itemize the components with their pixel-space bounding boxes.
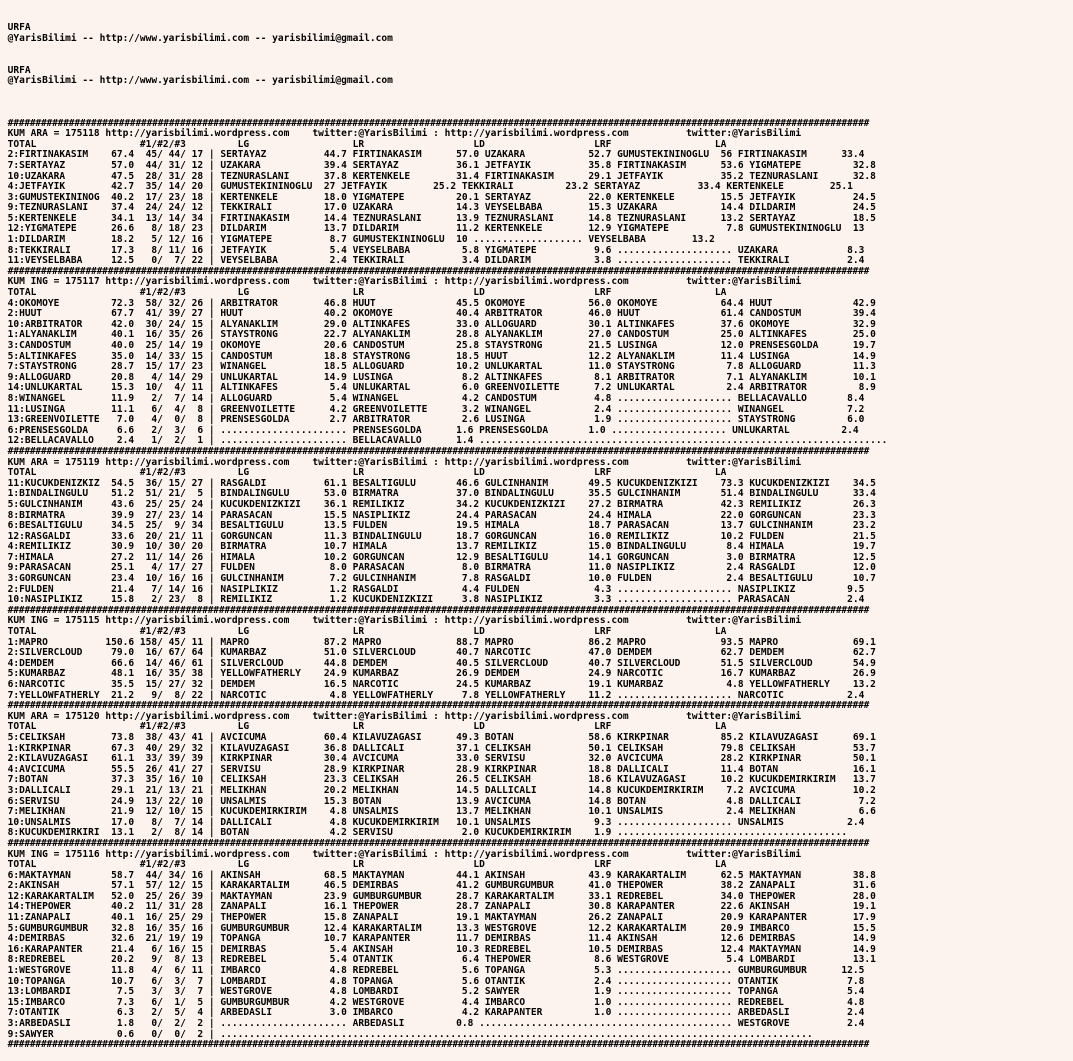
race-header: KUM ARA = 175119 http://yarisbilimi.wordpress.com twitter:@YarisBilimi : http://yarisbilimi.wordpress.com twitter:@YarisBilimi xyxy=(7,456,802,468)
city-title: URFA xyxy=(7,64,31,76)
spacer xyxy=(8,44,1017,55)
spacer xyxy=(8,55,1017,66)
table-row: 5:KERTENKELE 34.1 13/ 14/ 34 | FIRTINAKASIM 14.4 TEZNURASLANI 13.9 TEZNURASLANI 14.8 TEZNURASLANI 13.2 SERTAYAZ 18.5 xyxy=(7,212,876,224)
table-row: 1:BINDALINGULU 51.2 51/ 21/ 5 | BINDALINGULU 53.0 BIRMATRA 37.0 BINDALINGULU 35.5 GULCINHANIM 51.4 BINDALINGULU 33.4 xyxy=(7,488,876,500)
table-row: 7:OTANTIK 6.3 2/ 5/ 4 | ARBEDASLI 3.0 IMBARCO 4.2 KARAPANTER 1.0 .................... ARBEDASLI 2.4 xyxy=(7,1007,865,1019)
table-row: 5:GUMBURGUMBUR 32.8 16/ 35/ 16 | GUMBURGUMBUR 12.4 KARAKARTALIM 13.3 WESTGROVE 12.2 KARAKARTALIM 20.9 IMBARCO 15.5 xyxy=(7,922,876,934)
race-section xyxy=(8,447,1017,606)
table-row: 1:MAPRO 150.6 158/ 45/ 11 | MAPRO 87.2 MAPRO 88.7 MAPRO 86.2 MAPRO 93.5 MAPRO 69.1 xyxy=(7,636,876,648)
table-row: 2:KILAVUZAGASI 61.1 33/ 39/ 39 | KIRKPINAR 30.4 AVCICUMA 33.0 SERVISU 32.0 AVCICUMA 28.2 KIRKPINAR 50.1 xyxy=(7,753,876,765)
table-row: 8:KUCUKDEMIRKIRI 13.1 2/ 8/ 14 | BOTAN 4.2 SERVISU 2.0 KUCUKDEMIRKIRIM 1.9 ........................................ xyxy=(7,827,848,839)
table-row: 2:HUUT 67.7 41/ 39/ 27 | HUUT 40.2 OKOMOYE 40.4 ARBITRATOR 46.0 HUUT 61.4 CANDOSTUM 39.4 xyxy=(7,308,876,320)
separator-line: ########################################################################################################################################################### xyxy=(7,837,870,849)
table-row: 6:MAKTAYMAN 58.7 44/ 34/ 16 | AKINSAH 68.5 MAKTAYMAN 44.1 AKINSAH 43.9 KARAKARTALIM 62.5 MAKTAYMAN 38.8 xyxy=(7,869,876,881)
race-section xyxy=(8,606,1017,701)
table-row: 9:TEZNURASLANI 37.4 24/ 24/ 12 | TEKKIRALI 17.0 UZAKARA 14.3 VEYSELBABA 15.3 UZAKARA 14.4 DILDARIM 24.5 xyxy=(7,202,876,214)
table-row: 12:BELLACAVALLO 2.4 1/ 2/ 1 | ...................... BELLACAVALLO 1.4 ....................................................................... xyxy=(7,435,888,447)
table-row: 12:YIGMATEPE 26.6 8/ 18/ 23 | DILDARIM 13.7 DILDARIM 11.2 KERTENKELE 12.9 YIGMATEPE 7.8 GUMUSTEKININOGLU 13 xyxy=(7,223,865,235)
table-row: 14:THEPOWER 40.2 11/ 31/ 28 | ZANAPALI 16.1 THEPOWER 28.7 ZANAPALI 30.8 KARAPANTER 22.6 AKINSAH 19.1 xyxy=(7,901,876,913)
table-row: 8:BIRMATRA 39.9 27/ 23/ 14 | PARASACAN 15.5 NASIPLIKIZ 24.4 PARASACAN 24.4 HIMALA 22.0 GORGUNCAN 23.3 xyxy=(7,509,876,521)
table-row: 4:OKOMOYE 72.3 58/ 32/ 26 | ARBITRATOR 46.8 HUUT 45.5 OKOMOYE 56.0 OKOMOYE 64.4 HUUT 42.9 xyxy=(7,297,876,309)
table-row: 1:WESTGROVE 11.8 4/ 6/ 11 | IMBARCO 4.8 REDREBEL 5.6 TOPANGA 5.3 .................... GUMBURGUMBUR 12.5 xyxy=(7,965,865,977)
separator-line: ########################################################################################################################################################### xyxy=(7,604,870,616)
table-row: 11:KUCUKDENIZKIZ 54.5 36/ 15/ 27 | RASGALDI 61.1 BESALTIGULU 46.6 GULCINHANIM 49.5 KUCUKDENIZKIZI 73.3 KUCUKDENIZKIZI 34.5 xyxy=(7,477,876,489)
column-headers: TOTAL #1/#2/#3 LG LR LD LRF LA xyxy=(7,721,727,733)
race-header: KUM ING = 175117 http://yarisbilimi.wordpress.com twitter:@YarisBilimi : http://yarisbilimi.wordpress.com twitter:@YarisBilimi xyxy=(7,276,802,288)
table-row: 7:HIMALA 27.2 11/ 14/ 26 | HIMALA 10.2 GORGUNCAN 12.9 BESALTIGULU 14.1 GORGUNCAN 3.0 BIRMATRA 12.5 xyxy=(7,551,876,563)
table-row: 3:DALLICALI 29.1 21/ 13/ 21 | MELIKHAN 20.2 MELIKHAN 14.5 DALLICALI 14.8 KUCUKDEMIRKIRIM 7.2 AVCICUMA 10.2 xyxy=(7,784,876,796)
table-row: 2:SILVERCLOUD 79.0 16/ 67/ 64 | KUMARBAZ 51.0 SILVERCLOUD 40.7 NARCOTIC 47.0 DEMDEM 62.7 DEMDEM 62.7 xyxy=(7,647,876,659)
table-row: 4:JETFAYIK 42.7 35/ 14/ 20 | GUMUSTEKININOGLU 27 JETFAYIK 25.2 TEKKIRALI 23.2 SERTAYAZ 33.4 KERTENKELE 25.1 xyxy=(7,181,853,193)
separator-line: ########################################################################################################################################################### xyxy=(7,1039,870,1051)
table-row: 4:REMILIKIZ 30.9 10/ 30/ 20 | BIRMATRA 10.7 HIMALA 13.7 REMILIKIZ 15.0 BINDALINGULU 8.4 HIMALA 19.7 xyxy=(7,541,876,553)
table-row: 6:NARCOTIC 35.5 15/ 27/ 32 | DEMDEM 16.5 NARCOTIC 24.5 KUMARBAZ 19.1 KUMARBAZ 4.8 YELLOWFATHERLY 13.2 xyxy=(7,679,876,690)
table-row: 3:GORGUNCAN 23.4 10/ 16/ 16 | GULCINHANIM 7.2 GULCINHANIM 7.8 RASGALDI 10.0 FULDEN 2.4 BESALTIGULU 10.7 xyxy=(7,573,876,585)
race-header: KUM ARA = 175120 http://yarisbilimi.wordpress.com twitter:@YarisBilimi : http://yarisbilimi.wordpress.com twitter:@YarisBilimi xyxy=(7,710,802,722)
table-row: 10:UNSALMIS 17.0 8/ 7/ 14 | DALLICALI 4.8 KUCUKDEMIRKIRIM 10.1 UNSALMIS 9.3 .................... UNSALMIS 2.4 xyxy=(7,816,865,828)
table-row: 16:KARAPANTER 21.4 6/ 16/ 15 | DEMIRBAS 5.4 AKINSAH 10.3 REDREBEL 10.5 DEMIRBAS 12.4 MAKTAYMAN 14.9 xyxy=(7,943,876,955)
table-row: 10:ARBITRATOR 42.0 30/ 24/ 15 | ALYANAKLIM 29.0 ALTINKAFES 33.0 ALLOGUARD 30.1 ALTINKAFES 37.6 OKOMOYE 32.9 xyxy=(7,318,876,330)
table-row: 7:YELLOWFATHERLY 21.2 9/ 8/ 22 | NARCOTIC 4.8 YELLOWFATHERLY 7.8 YELLOWFATHERLY 11.2 .................... NARCOTIC 2.4 xyxy=(7,689,865,701)
table-row: 6:SERVISU 24.9 13/ 22/ 10 | UNSALMIS 15.3 BOTAN 13.9 AVCICUMA 14.8 BOTAN 4.8 DALLICALI 7.2 xyxy=(7,795,876,807)
table-row: 11:LUSINGA 11.1 6/ 4/ 8 | GREENVOILETTE 4.2 GREENVOILETTE 3.2 WINANGEL 2.4 .................... WINANGEL 7.2 xyxy=(7,403,865,415)
race-section xyxy=(8,267,1017,447)
table-row: 10:UZAKARA 47.5 28/ 31/ 28 | TEZNURASLANI 37.8 KERTENKELE 31.4 FIRTINAKASIM 29.1 JETFAYIK 35.2 TEZNURASLANI 32.8 xyxy=(7,170,876,182)
table-row: 15:IMBARCO 7.3 6/ 1/ 5 | GUMBURGUMBUR 4.2 WESTGROVE 4.4 IMBARCO 1.0 .................... REDREBEL 4.8 xyxy=(7,996,865,1008)
table-row: 7:MELIKHAN 21.9 12/ 10/ 15 | KUCUKDEMIRKIRIM 4.8 UNSALMIS 13.7 MELIKHAN 10.1 UNSALMIS 2.4 MELIKHAN 6.6 xyxy=(7,806,876,818)
table-row: 9:SAWYER 0.6 0/ 0/ 2 | ....................................................................................................... xyxy=(7,1028,813,1040)
table-row: 5:ALTINKAFES 35.0 14/ 33/ 15 | CANDOSTUM 18.8 STAYSTRONG 18.5 HUUT 12.2 ALYANAKLIM 11.4 LUSINGA 14.9 xyxy=(7,350,876,362)
table-row: 5:KUMARBAZ 48.1 16/ 35/ 38 | YELLOWFATHERLY 24.9 KUMARBAZ 26.9 DEMDEM 24.9 NARCOTIC 16.7 KUMARBAZ 26.9 xyxy=(7,668,876,680)
race-header: KUM ING = 175116 http://yarisbilimi.wordpress.com twitter:@YarisBilimi : http://yarisbilimi.wordpress.com twitter:@YarisBilimi xyxy=(7,848,802,860)
column-headers: TOTAL #1/#2/#3 LG LR LD LRF LA xyxy=(7,467,727,479)
separator-line: ########################################################################################################################################################### xyxy=(7,700,870,712)
table-row: 9:ALLOGUARD 20.8 4/ 14/ 29 | UNLUKARTAL 14.9 LUSINGA 8.2 ALTINKAFES 8.1 ARBITRATOR 7.1 ALYANAKLIM 10.1 xyxy=(7,371,876,383)
table-row: 12:RASGALDI 33.6 20/ 21/ 11 | GORGUNCAN 11.3 BINDALINGULU 18.7 GORGUNCAN 16.0 REMILIKIZ 10.2 FULDEN 21.5 xyxy=(7,530,876,542)
table-row: 3:GUMUSTEKININOG 40.2 17/ 23/ 18 | KERTENKELE 18.0 YIGMATEPE 20.1 SERTAYAZ 22.0 KERTENKELE 15.5 JETFAYIK 24.5 xyxy=(7,191,876,203)
credit-line: @YarisBilimi -- http://www.yarisbilimi.com -- yarisbilimi@gmail.com xyxy=(7,75,393,87)
table-row: 4:DEMIRBAS 32.6 21/ 19/ 19 | TOPANGA 10.7 KARAPANTER 11.7 DEMIRBAS 11.4 AKINSAH 12.6 DEMIRBAS 14.9 xyxy=(7,933,876,945)
table-row: 3:CANDOSTUM 40.0 25/ 14/ 19 | OKOMOYE 20.6 CANDOSTUM 25.8 STAYSTRONG 21.5 LUSINGA 12.0 PRENSESGOLDA 19.7 xyxy=(7,340,876,351)
table-row: 7:STAYSTRONG 28.7 15/ 17/ 23 | WINANGEL 18.5 ALLOGUARD 10.2 UNLUKARTAL 11.0 STAYSTRONG 7.8 ALLOGUARD 11.3 xyxy=(7,361,876,373)
table-row: 5:CELIKSAH 73.8 38/ 43/ 41 | AVCICUMA 60.4 KILAVUZAGASI 49.3 BOTAN 58.6 KIRKPINAR 85.2 KILAVUZAGASI 69.1 xyxy=(7,731,876,743)
table-row: 10:TOPANGA 10.7 6/ 3/ 7 | LOMBARDI 4.8 TOPANGA 5.6 OTANTIK 2.4 .................... OTANTIK 7.8 xyxy=(7,975,865,987)
table-row: 13:LOMBARDI 7.5 3/ 3/ 7 | WESTGROVE 4.8 LOMBARDI 5.2 SAWYER 1.9 .................... TOPANGA 5.4 xyxy=(7,986,865,998)
table-row: 2:FULDEN 21.4 7/ 14/ 16 | NASIPLIKIZ 1.2 RASGALDI 4.4 FULDEN 4.3 .................... NASIPLIKIZ 9.5 xyxy=(7,583,865,595)
race-section xyxy=(8,119,1017,267)
race-header: KUM ING = 175115 http://yarisbilimi.wordpress.com twitter:@YarisBilimi : http://yarisbilimi.wordpress.com twitter:@YarisBilimi xyxy=(7,615,802,627)
column-headers: TOTAL #1/#2/#3 LG LR LD LRF LA xyxy=(7,287,727,299)
table-row: 2:FIRTINAKASIM 67.4 45/ 44/ 17 | SERTAYAZ 44.7 FIRTINAKASIM 57.0 UZAKARA 52.7 GUMUSTEKININOGLU 56 FIRTINAKASIM 33.4 xyxy=(7,149,865,161)
table-row: 6:PRENSESGOLDA 6.6 2/ 3/ 6 | ...................... PRENSESGOLDA 1.6 PRENSESGOLDA 1.0 .................... UNLUKARTAL 2.4 xyxy=(7,424,859,436)
table-row: 5:GULCINHANIM 43.6 25/ 25/ 24 | KUCUKDENIZKIZI 36.1 REMILIKIZ 34.2 KUCUKDENIZKIZI 27.2 BIRMATRA 42.3 REMILIKIZ 26.3 xyxy=(7,498,876,510)
table-row: 8:WINANGEL 11.9 2/ 7/ 14 | ALLOGUARD 5.4 WINANGEL 4.2 CANDOSTUM 4.8 .................... BELLACAVALLO 8.4 xyxy=(7,392,865,404)
table-row: 4:DEMDEM 66.6 14/ 46/ 61 | SILVERCLOUD 44.8 DEMDEM 40.5 SILVERCLOUD 40.7 SILVERCLOUD 51.5 SILVERCLOUD 54.9 xyxy=(7,657,876,669)
table-row: 4:AVCICUMA 55.5 26/ 41/ 27 | SERVISU 28.9 KIRKPINAR 28.9 KIRKPINAR 18.8 DALLICALI 11.4 BOTAN 16.1 xyxy=(7,763,876,775)
credit-line: @YarisBilimi -- http://www.yarisbilimi.com -- yarisbilimi@gmail.com xyxy=(7,32,393,44)
table-row: 8:TEKKIRALI 17.3 8/ 11/ 16 | JETFAYIK 5.4 VEYSELBABA 5.8 YIGMATEPE 9.6 .................... UZAKARA 8.3 xyxy=(7,244,865,256)
table-row: 13:GREENVOILETTE 7.0 4/ 0/ 8 | PRENSESGOLDA 2.7 ARBITRATOR 2.6 LUSINGA 1.9 .................... STAYSTRONG 6.0 xyxy=(7,414,865,426)
separator-line: ########################################################################################################################################################### xyxy=(7,265,870,277)
table-row: 14:UNLUKARTAL 15.3 10/ 4/ 11 | ALTINKAFES 5.4 UNLUKARTAL 6.0 GREENVOILETTE 7.2 UNLUKARTAL 2.4 ARBITRATOR 8.9 xyxy=(7,382,876,394)
table-row: 12:KARAKARTALIM 52.0 25/ 26/ 39 | MAKTAYMAN 23.9 GUMBURGUMBUR 28.7 KARAKARTALIM 33.1 REDREBEL 34.0 THEPOWER 28.0 xyxy=(7,890,876,902)
race-section xyxy=(8,701,1017,839)
column-headers: TOTAL #1/#2/#3 LG LR LD LRF LA xyxy=(7,859,727,871)
separator-line: ########################################################################################################################################################### xyxy=(7,117,870,129)
table-row: 7:SERTAYAZ 57.0 44/ 31/ 12 | UZAKARA 39.4 SERTAYAZ 36.1 JETFAYIK 35.8 FIRTINAKASIM 53.6 YIGMATEPE 32.8 xyxy=(7,159,876,171)
table-row: 7:BOTAN 37.3 35/ 16/ 10 | CELIKSAH 23.3 CELIKSAH 26.5 CELIKSAH 18.6 KILAVUZAGASI 10.2 KUCUKDEMIRKIRIM 13.7 xyxy=(7,774,876,786)
table-row: 11:ZANAPALI 40.1 16/ 25/ 29 | THEPOWER 15.8 ZANAPALI 19.1 MAKTAYMAN 26.2 ZANAPALI 20.9 KARAPANTER 17.9 xyxy=(7,912,876,924)
races-container xyxy=(8,119,1017,1051)
column-headers: TOTAL #1/#2/#3 LG LR LD LRF LA xyxy=(7,138,727,150)
table-row: 1:DILDARIM 18.2 5/ 12/ 16 | YIGMATEPE 8.7 GUMUSTEKININOGLU 10 ................... VEYSELBABA 13.2 xyxy=(7,234,715,246)
table-row: 8:REDREBEL 20.2 9/ 8/ 13 | REDREBEL 5.4 OTANTIK 6.4 THEPOWER 8.6 WESTGROVE 5.4 LOMBARDI 13.1 xyxy=(7,954,876,966)
table-row: 1:ALYANAKLIM 40.1 16/ 35/ 26 | STAYSTRONG 22.7 ALYANAKLIM 28.8 ALYANAKLIM 27.0 CANDOSTUM 25.0 ALTINKAFES 25.0 xyxy=(7,329,876,341)
separator-line: ########################################################################################################################################################### xyxy=(7,445,870,457)
table-row: 11:VEYSELBABA 12.5 0/ 7/ 22 | VEYSELBABA 2.4 TEKKIRALI 3.4 DILDARIM 3.8 .................... TEKKIRALI 2.4 xyxy=(7,255,865,267)
table-row: 10:NASIPLIKIZ 15.8 2/ 23/ 8 | REMILIKIZ 1.2 KUCUKDENIZKIZI 3.8 NASIPLIKIZ 3.3 .................... PARASACAN 2.4 xyxy=(7,594,865,606)
column-headers: TOTAL #1/#2/#3 LG LR LD LRF LA xyxy=(7,626,727,638)
table-row: 2:AKINSAH 57.1 57/ 12/ 15 | KARAKARTALIM 46.5 DEMIRBAS 41.2 GUMBURGUMBUR 41.0 THEPOWER 38.2 ZANAPALI 31.6 xyxy=(7,880,876,892)
page-header xyxy=(8,23,1017,97)
race-section xyxy=(8,839,1017,1040)
spacer xyxy=(8,87,1017,98)
race-header: KUM ARA = 175118 http://yarisbilimi.wordpress.com twitter:@YarisBilimi : http://yarisbilimi.wordpress.com twitter:@YarisBilimi xyxy=(7,128,802,140)
city-title: URFA xyxy=(7,22,31,34)
table-row: 3:ARBEDASLI 1.8 0/ 2/ 2 | ...................... ARBEDASLI 0.8 ............................................ WESTGROVE 2.4 xyxy=(7,1018,865,1029)
table-row: 1:KIRKPINAR 67.3 40/ 29/ 32 | KILAVUZAGASI 36.8 DALLICALI 37.1 CELIKSAH 50.1 CELIKSAH 79.8 CELIKSAH 53.7 xyxy=(7,742,876,754)
table-row: 9:PARASACAN 25.1 4/ 17/ 27 | FULDEN 8.0 PARASACAN 8.0 BIRMATRA 11.0 NASIPLIKIZ 2.4 RASGALDI 12.0 xyxy=(7,562,876,574)
table-row: 6:BESALTIGULU 34.5 25/ 9/ 34 | BESALTIGULU 13.5 FULDEN 19.5 HIMALA 18.7 PARASACAN 13.7 GULCINHANIM 23.2 xyxy=(7,520,876,532)
